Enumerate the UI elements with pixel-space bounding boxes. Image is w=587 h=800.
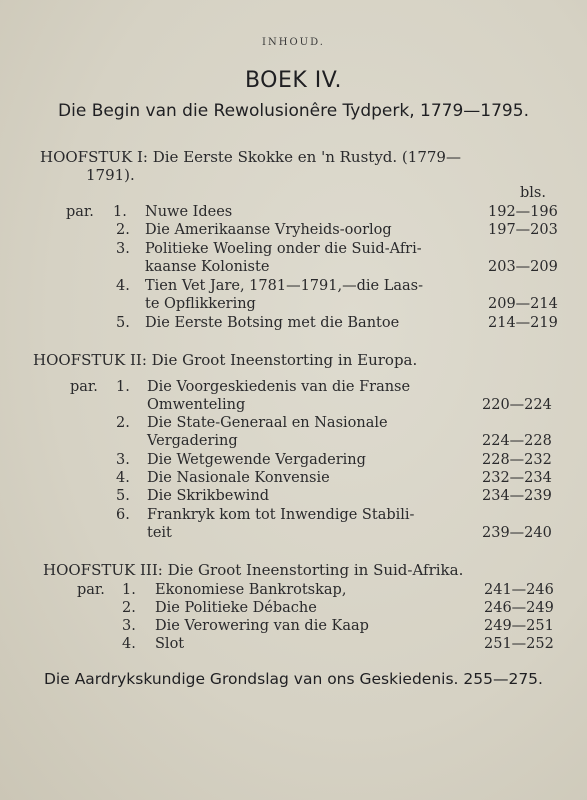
section-title-cont: Vergadering bbox=[147, 433, 238, 449]
appendix-entry: Die Aardrykskundige Grondslag van ons Geskiedenis. 255—275. bbox=[44, 670, 543, 688]
section-number: 1. bbox=[113, 204, 127, 220]
section-title: Politieke Woeling onder die Suid-Afri- bbox=[145, 241, 422, 257]
section-title: Die Politieke Débache bbox=[155, 600, 317, 616]
section-pages: 232—234 bbox=[482, 470, 552, 486]
book-subtitle: Die Begin van die Rewolusionêre Tydperk, 1779—1795. bbox=[58, 101, 529, 121]
chapter-2-title: HOOFSTUK II: Die Groot Ineenstorting in Europa. bbox=[33, 351, 418, 369]
par-label: par. bbox=[66, 204, 94, 220]
running-head: INHOUD. bbox=[262, 37, 325, 48]
book-title: BOEK IV. bbox=[244, 68, 343, 93]
chapter-1-title-cont: 1791). bbox=[86, 166, 135, 184]
par-label: par. bbox=[77, 582, 105, 598]
section-pages: 249—251 bbox=[484, 618, 554, 634]
section-pages: 209—214 bbox=[488, 296, 558, 312]
section-pages: 197—203 bbox=[488, 222, 558, 238]
section-title: Frankryk kom tot Inwendige Stabili- bbox=[147, 507, 415, 523]
section-pages: 251—252 bbox=[484, 636, 554, 652]
section-title-cont: teit bbox=[147, 525, 172, 541]
section-pages: 239—240 bbox=[482, 525, 552, 541]
section-number: 3. bbox=[116, 452, 130, 468]
section-number: 4. bbox=[122, 636, 136, 652]
section-number: 2. bbox=[122, 600, 136, 616]
section-title: Die Verowering van die Kaap bbox=[155, 618, 369, 634]
section-number: 6. bbox=[116, 507, 130, 523]
chapter-3-title: HOOFSTUK III: Die Groot Ineenstorting in Suid-Afrika. bbox=[43, 561, 464, 579]
section-title: Nuwe Idees bbox=[145, 204, 233, 220]
section-title: Die Wetgewende Vergadering bbox=[147, 452, 366, 468]
section-pages: 203—209 bbox=[488, 259, 558, 275]
section-pages: 228—232 bbox=[482, 452, 552, 468]
section-title: Die Nasionale Konvensie bbox=[147, 470, 330, 486]
section-pages: 234—239 bbox=[482, 488, 552, 504]
section-pages: 246—249 bbox=[484, 600, 554, 616]
section-title: Die State-Generaal en Nasionale bbox=[147, 415, 388, 431]
section-title: Die Eerste Botsing met die Bantoe bbox=[145, 315, 400, 331]
section-title: Die Amerikaanse Vryheids-oorlog bbox=[145, 222, 392, 238]
section-number: 2. bbox=[116, 222, 130, 238]
section-title: Slot bbox=[155, 636, 185, 652]
section-pages: 224—228 bbox=[482, 433, 552, 449]
pages-column-header: bls. bbox=[520, 185, 546, 201]
section-title: Die Skrikbewind bbox=[147, 488, 270, 504]
section-number: 1. bbox=[122, 582, 136, 598]
section-pages: 241—246 bbox=[484, 582, 554, 598]
section-number: 3. bbox=[116, 241, 130, 257]
section-number: 4. bbox=[116, 278, 130, 294]
section-pages: 220—224 bbox=[482, 397, 552, 413]
chapter-1-title: HOOFSTUK I: Die Eerste Skokke en 'n Rustyd. (1779— bbox=[40, 148, 461, 166]
section-title: Die Voorgeskiedenis van die Franse bbox=[147, 379, 411, 395]
section-title-cont: Omwenteling bbox=[147, 397, 246, 413]
section-number: 3. bbox=[122, 618, 136, 634]
par-label: par. bbox=[70, 379, 98, 395]
section-number: 4. bbox=[116, 470, 130, 486]
section-number: 1. bbox=[116, 379, 130, 395]
section-title: Tien Vet Jare, 1781—1791,—die Laas- bbox=[145, 278, 423, 294]
section-pages: 192—196 bbox=[488, 204, 558, 220]
section-number: 5. bbox=[116, 488, 130, 504]
section-title-cont: kaanse Koloniste bbox=[145, 259, 270, 275]
section-pages: 214—219 bbox=[488, 315, 558, 331]
section-title-cont: te Opflikkering bbox=[145, 296, 256, 312]
section-number: 5. bbox=[116, 315, 130, 331]
section-title: Ekonomiese Bankrotskap, bbox=[155, 582, 347, 598]
section-number: 2. bbox=[116, 415, 130, 431]
